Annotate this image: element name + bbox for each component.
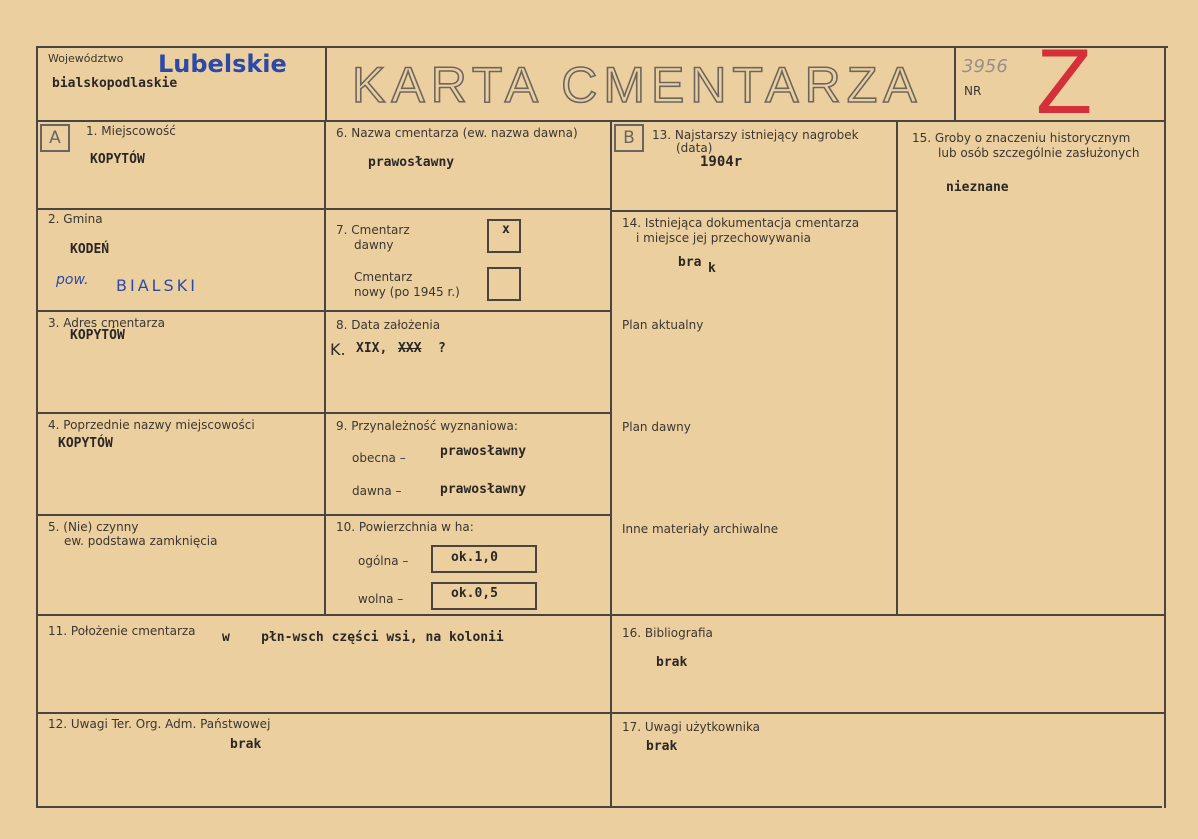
f15-value: nieznane (946, 180, 1009, 195)
card-title: KARTA CMENTARZA (352, 57, 923, 113)
f1-label: 1. Miejscowość (86, 124, 176, 138)
f10-total-value: ok.1,0 (451, 550, 498, 565)
header-divider-2 (954, 46, 956, 122)
frame-right (1164, 46, 1166, 808)
section-a-badge: A (40, 124, 70, 152)
col-divider-right (896, 120, 898, 616)
f3-value: KOPYTÓW (70, 328, 125, 343)
frame-bottom (36, 806, 1162, 808)
header-divider-1 (325, 46, 327, 122)
f8-label: 8. Data założenia (336, 318, 441, 332)
row-line-1 (36, 208, 612, 210)
header-bottom (36, 120, 1166, 122)
f15-label: 15. Groby o znaczeniu historycznym (912, 131, 1131, 145)
f13-value: 1904r (700, 154, 743, 170)
f2-label: 2. Gmina (48, 212, 103, 226)
wojewodztwo-typed: bialskopodlaskie (52, 76, 178, 91)
frame-top (38, 46, 1168, 48)
f2-pow-value: BIALSKI (116, 276, 198, 295)
f10-free-box (431, 582, 537, 610)
f8-value-suffix: ? (438, 341, 446, 356)
f11-label: 11. Położenie cmentarza (48, 624, 196, 638)
f6-value: prawosławny (368, 155, 455, 170)
f10-total-label: ogólna – (358, 554, 409, 568)
f8-value-struck: XXX (398, 341, 422, 356)
f7-label-old-2: dawny (354, 238, 394, 252)
row-line-2 (36, 310, 612, 312)
f7-label-new-2: nowy (po 1945 r.) (354, 285, 460, 299)
f12-value: brak (230, 737, 262, 752)
f10-total-box (431, 545, 537, 573)
f11-value: w płn-wsch części wsi, na kolonii (222, 630, 504, 645)
col-divider-left (324, 120, 326, 616)
other-materials-label: Inne materiały archiwalne (622, 522, 779, 536)
category-mark: Z (1036, 31, 1093, 133)
f2-value: KODEŃ (70, 242, 110, 257)
f13-label: 13. Najstarszy istniejący nagrobek (652, 128, 859, 142)
f15-label-2: lub osób szczególnie zasłużonych (938, 146, 1140, 160)
f9-former-value: prawosławny (440, 482, 527, 497)
f7-check-mark: x (502, 222, 510, 237)
f9-current-label: obecna – (352, 451, 406, 465)
nr-handwritten: 3956 (962, 56, 1008, 77)
wojewodztwo-label: Województwo (48, 52, 124, 65)
f14-value: bra (678, 255, 702, 270)
f10-free-value: ok.0,5 (451, 586, 498, 601)
f8-value: XIX, (356, 341, 388, 356)
f9-current-value: prawosławny (440, 444, 527, 459)
f17-value: brak (646, 739, 678, 754)
f10-label: 10. Powierzchnia w ha: (336, 520, 474, 534)
f17-label: 17. Uwagi użytkownika (622, 720, 761, 734)
plan-current-label: Plan aktualny (622, 318, 704, 332)
f7-label-new: Cmentarz (354, 270, 413, 284)
row-line-6 (36, 712, 1166, 714)
col-divider-mid (610, 120, 612, 808)
f5-label-2: ew. podstawa zamknięcia (64, 534, 218, 548)
f13-label-2: (data) (676, 141, 713, 155)
f9-former-label: dawna – (352, 484, 402, 498)
f8-value-prefix: K. (330, 340, 346, 359)
frame-left (36, 46, 38, 808)
f14-label-2: i miejsce jej przechowywania (636, 231, 811, 245)
f7-checkbox-new (487, 267, 521, 301)
f7-label-old: 7. Cmentarz (336, 223, 410, 237)
wojewodztwo-stamp: Lubelskie (158, 50, 287, 78)
f7-checkbox-old (487, 219, 521, 253)
f1-value: KOPYTÓW (90, 152, 145, 167)
nr-label: NR (964, 84, 982, 98)
f5-label: 5. (Nie) czynny (48, 520, 139, 534)
f16-value: brak (656, 655, 688, 670)
f3-label: 3. Adres cmentarza (48, 316, 165, 330)
f4-label: 4. Poprzednie nazwy miejscowości (48, 418, 255, 432)
f2-pow-prefix: pow. (56, 272, 89, 288)
f16-label: 16. Bibliografia (622, 626, 713, 640)
row-line-4 (36, 514, 612, 516)
plan-former-label: Plan dawny (622, 420, 691, 434)
row-line-13 (612, 210, 898, 212)
f12-label: 12. Uwagi Ter. Org. Adm. Państwowej (48, 717, 271, 731)
f14-value-sub: k (708, 261, 716, 276)
section-b-badge: B (614, 124, 644, 152)
f6-label: 6. Nazwa cmentarza (ew. nazwa dawna) (336, 126, 578, 140)
f10-free-label: wolna – (358, 592, 404, 606)
f4-value: KOPYTÓW (58, 436, 113, 451)
f14-label: 14. Istniejąca dokumentacja cmentarza (622, 216, 860, 230)
row-line-3 (36, 412, 612, 414)
f9-label: 9. Przynależność wyznaniowa: (336, 419, 518, 433)
row-line-5 (36, 614, 1166, 616)
